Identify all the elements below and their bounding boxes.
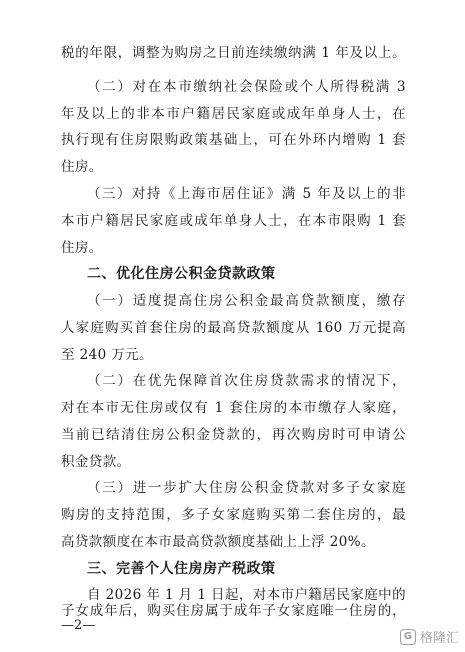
text-line: 年及以上的非本市户籍居民家庭或成年单身人士，在 <box>61 106 406 122</box>
text-line: 对在本市无住房或仅有 1 套住房的本市缴存人家庭， <box>61 400 406 416</box>
text-line: 积金贷款。 <box>61 454 131 470</box>
text-line: 自 2026 年 1 月 1 日起，对本市户籍居民家庭中的 <box>87 587 406 603</box>
text-line: （三）进一步扩大住房公积金贷款对多子女家庭 <box>87 480 406 496</box>
text-line: 至 240 万元。 <box>61 347 153 363</box>
text-line: （一）适度提高住房公积金最高贷款额度，缴存 <box>87 293 406 309</box>
watermark-text: 格隆汇 <box>419 631 459 646</box>
section-heading: 三、完善个人住房房产税政策 <box>87 561 276 577</box>
text-line: （二）在优先保障首次住房贷款需求的情况下， <box>87 373 406 389</box>
text-line: （三）对持《上海市居住证》满 5 年及以上的非 <box>87 186 406 202</box>
text-line: 执行现有住房限购政策基础上，可在外环内增购 1 套 <box>61 132 406 148</box>
text-line: 税的年限，调整为购房之日前连续缴纳满 1 年及以上。 <box>61 45 406 61</box>
watermark <box>400 627 459 646</box>
text-line: 当前已结清住房公积金贷款的，再次购房时可申请公 <box>61 427 406 443</box>
text-line: 住房。 <box>61 240 103 256</box>
text-line: 本市户籍居民家庭或成年单身人士，在本市限购 1 套 <box>61 213 406 229</box>
text-line: 住房。 <box>61 159 103 175</box>
text-line: 高贷款额度在本市最高贷款额度基础上上浮 20%。 <box>61 534 375 550</box>
text-line: 子女成年后，购买住房属于成年子女家庭唯一住房的， <box>61 603 406 619</box>
section-heading: 二、优化住房公积金贷款政策 <box>87 266 276 282</box>
text-line: 人家庭购买首套住房的最高贷款额度从 160 万元提高 <box>61 320 406 336</box>
text-line: （二）对在本市缴纳社会保险或个人所得税满 3 <box>87 79 406 95</box>
gelonghui-logo-icon: G <box>400 629 416 645</box>
text-line: 购房的支持范围，多子女家庭购买第二套住房的，最 <box>61 507 406 523</box>
page-number: —2— <box>61 618 96 633</box>
